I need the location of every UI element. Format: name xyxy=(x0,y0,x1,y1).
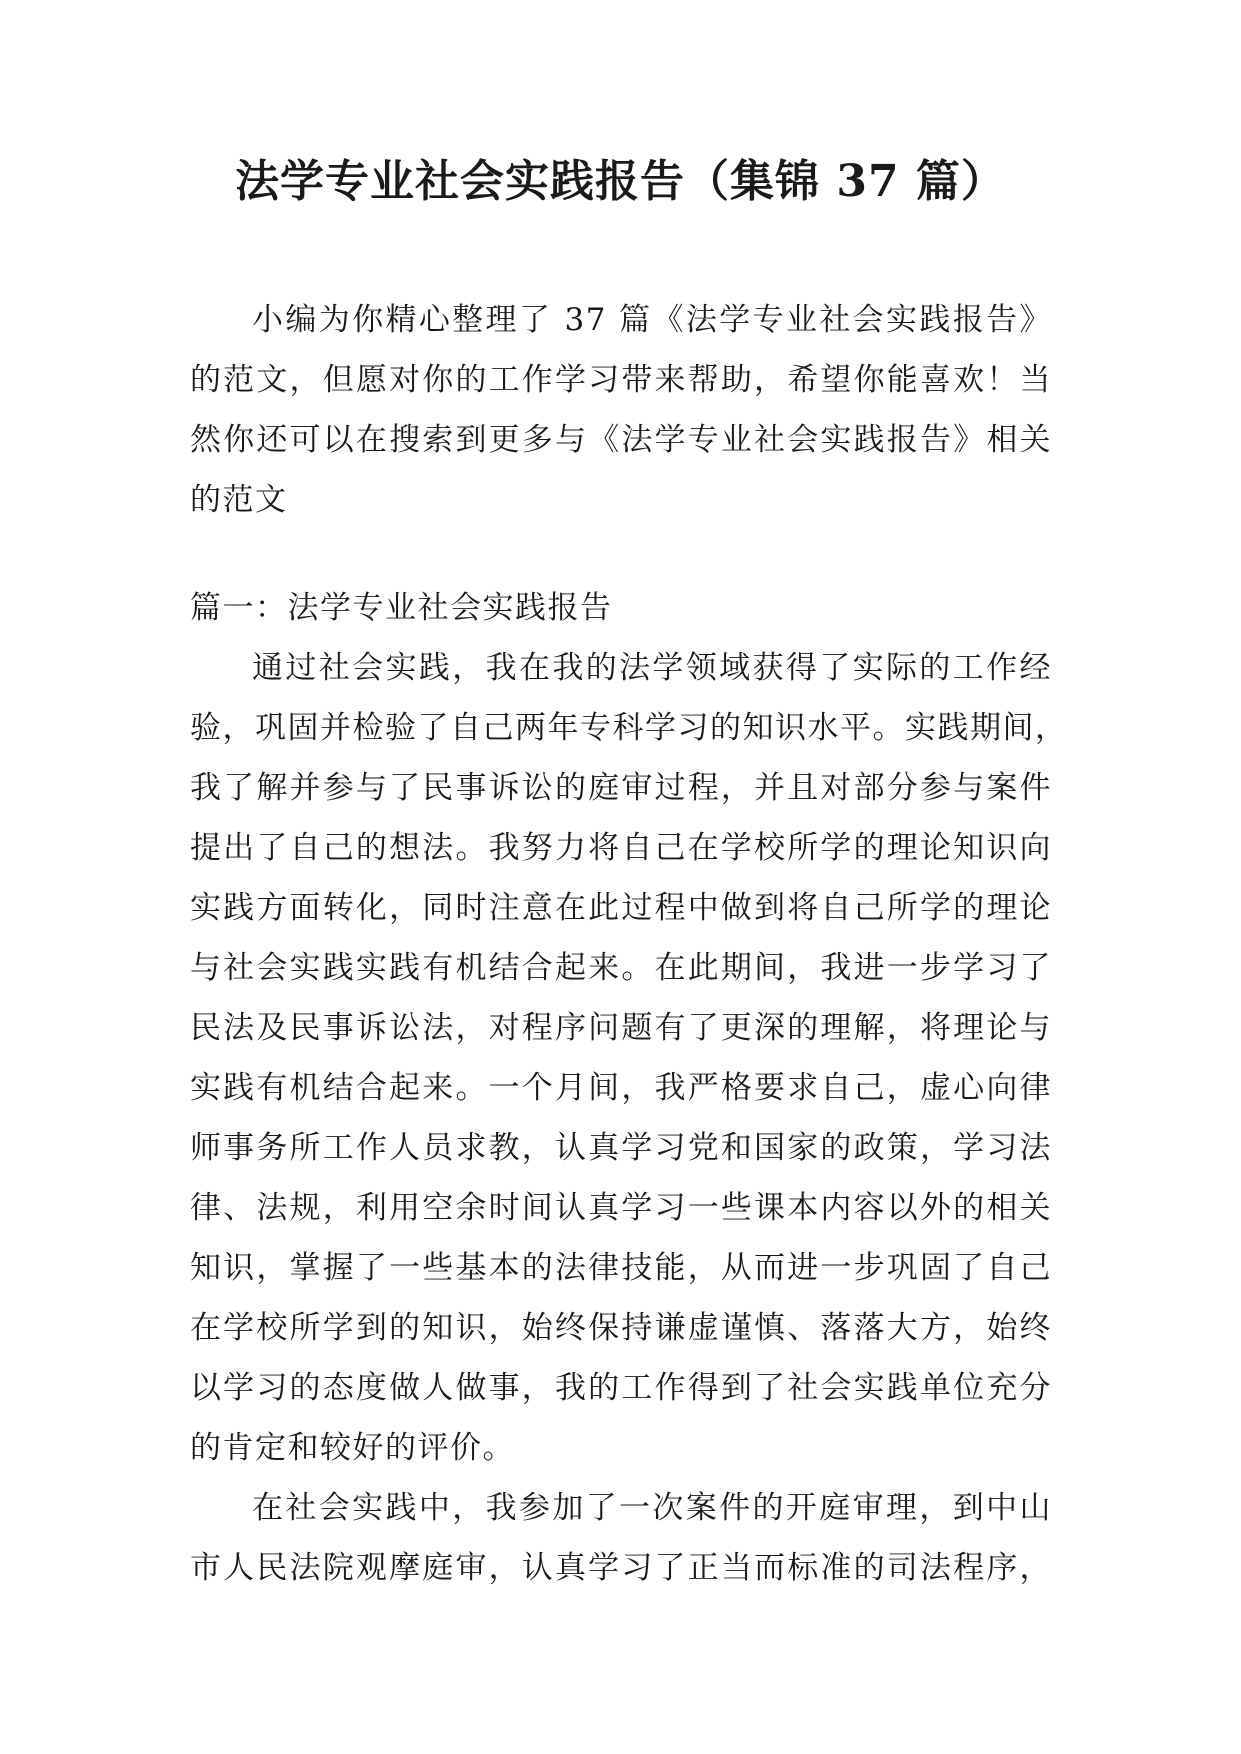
body-line: 我了解并参与了民事诉讼的庭审过程，并且对部分参与案件 xyxy=(190,770,1052,806)
article-body xyxy=(190,578,1068,1598)
body-line: 的肯定和较好的评价。 xyxy=(190,1430,515,1466)
intro-line: 的范文，但愿对你的工作学习带来帮助，希望你能喜欢！当 xyxy=(190,362,1052,398)
body-line: 与社会实践实践有机结合起来。在此期间，我进一步学习了 xyxy=(190,950,1052,986)
body-line: 在社会实践中，我参加了一次案件的开庭审理，到中山 xyxy=(252,1490,1052,1526)
body-line: 律、法规，利用空余时间认真学习一些课本内容以外的相关 xyxy=(190,1190,1052,1226)
body-line: 验，巩固并检验了自己两年专科学习的知识水平。实践期间， xyxy=(190,710,1068,746)
body-line: 市人民法院观摩庭审，认真学习了正当而标准的司法程序， xyxy=(190,1550,1052,1586)
body-line: 通过社会实践，我在我的法学领域获得了实际的工作经 xyxy=(252,650,1052,686)
section-heading: 篇一：法学专业社会实践报告 xyxy=(190,590,613,626)
body-line: 民法及民事诉讼法，对程序问题有了更深的理解，将理论与 xyxy=(190,1010,1052,1046)
intro-line: 的范文 xyxy=(190,482,288,518)
body-line: 提出了自己的想法。我努力将自己在学校所学的理论知识向 xyxy=(190,830,1052,866)
body-line: 师事务所工作人员求教，认真学习党和国家的政策，学习法 xyxy=(190,1130,1052,1166)
body-line: 在学校所学到的知识，始终保持谦虚谨慎、落落大方，始终 xyxy=(190,1310,1052,1346)
body-line: 知识，掌握了一些基本的法律技能，从而进一步巩固了自己 xyxy=(190,1250,1052,1286)
intro-line: 小编为你精心整理了 37 篇《法学专业社会实践报告》 xyxy=(252,302,1052,338)
intro-line: 然你还可以在搜索到更多与《法学专业社会实践报告》相关 xyxy=(190,422,1052,458)
document-title: 法学专业社会实践报告（集锦 37 篇） xyxy=(235,156,1006,207)
body-line: 实践有机结合起来。一个月间，我严格要求自己，虚心向律 xyxy=(190,1070,1052,1106)
body-paragraph-2 xyxy=(190,1478,1052,1598)
body-line: 实践方面转化，同时注意在此过程中做到将自己所学的理论 xyxy=(190,890,1052,926)
body-paragraph-1 xyxy=(190,638,1068,1478)
body-line: 以学习的态度做人做事，我的工作得到了社会实践单位充分 xyxy=(190,1370,1052,1406)
intro-paragraph xyxy=(190,290,1052,530)
